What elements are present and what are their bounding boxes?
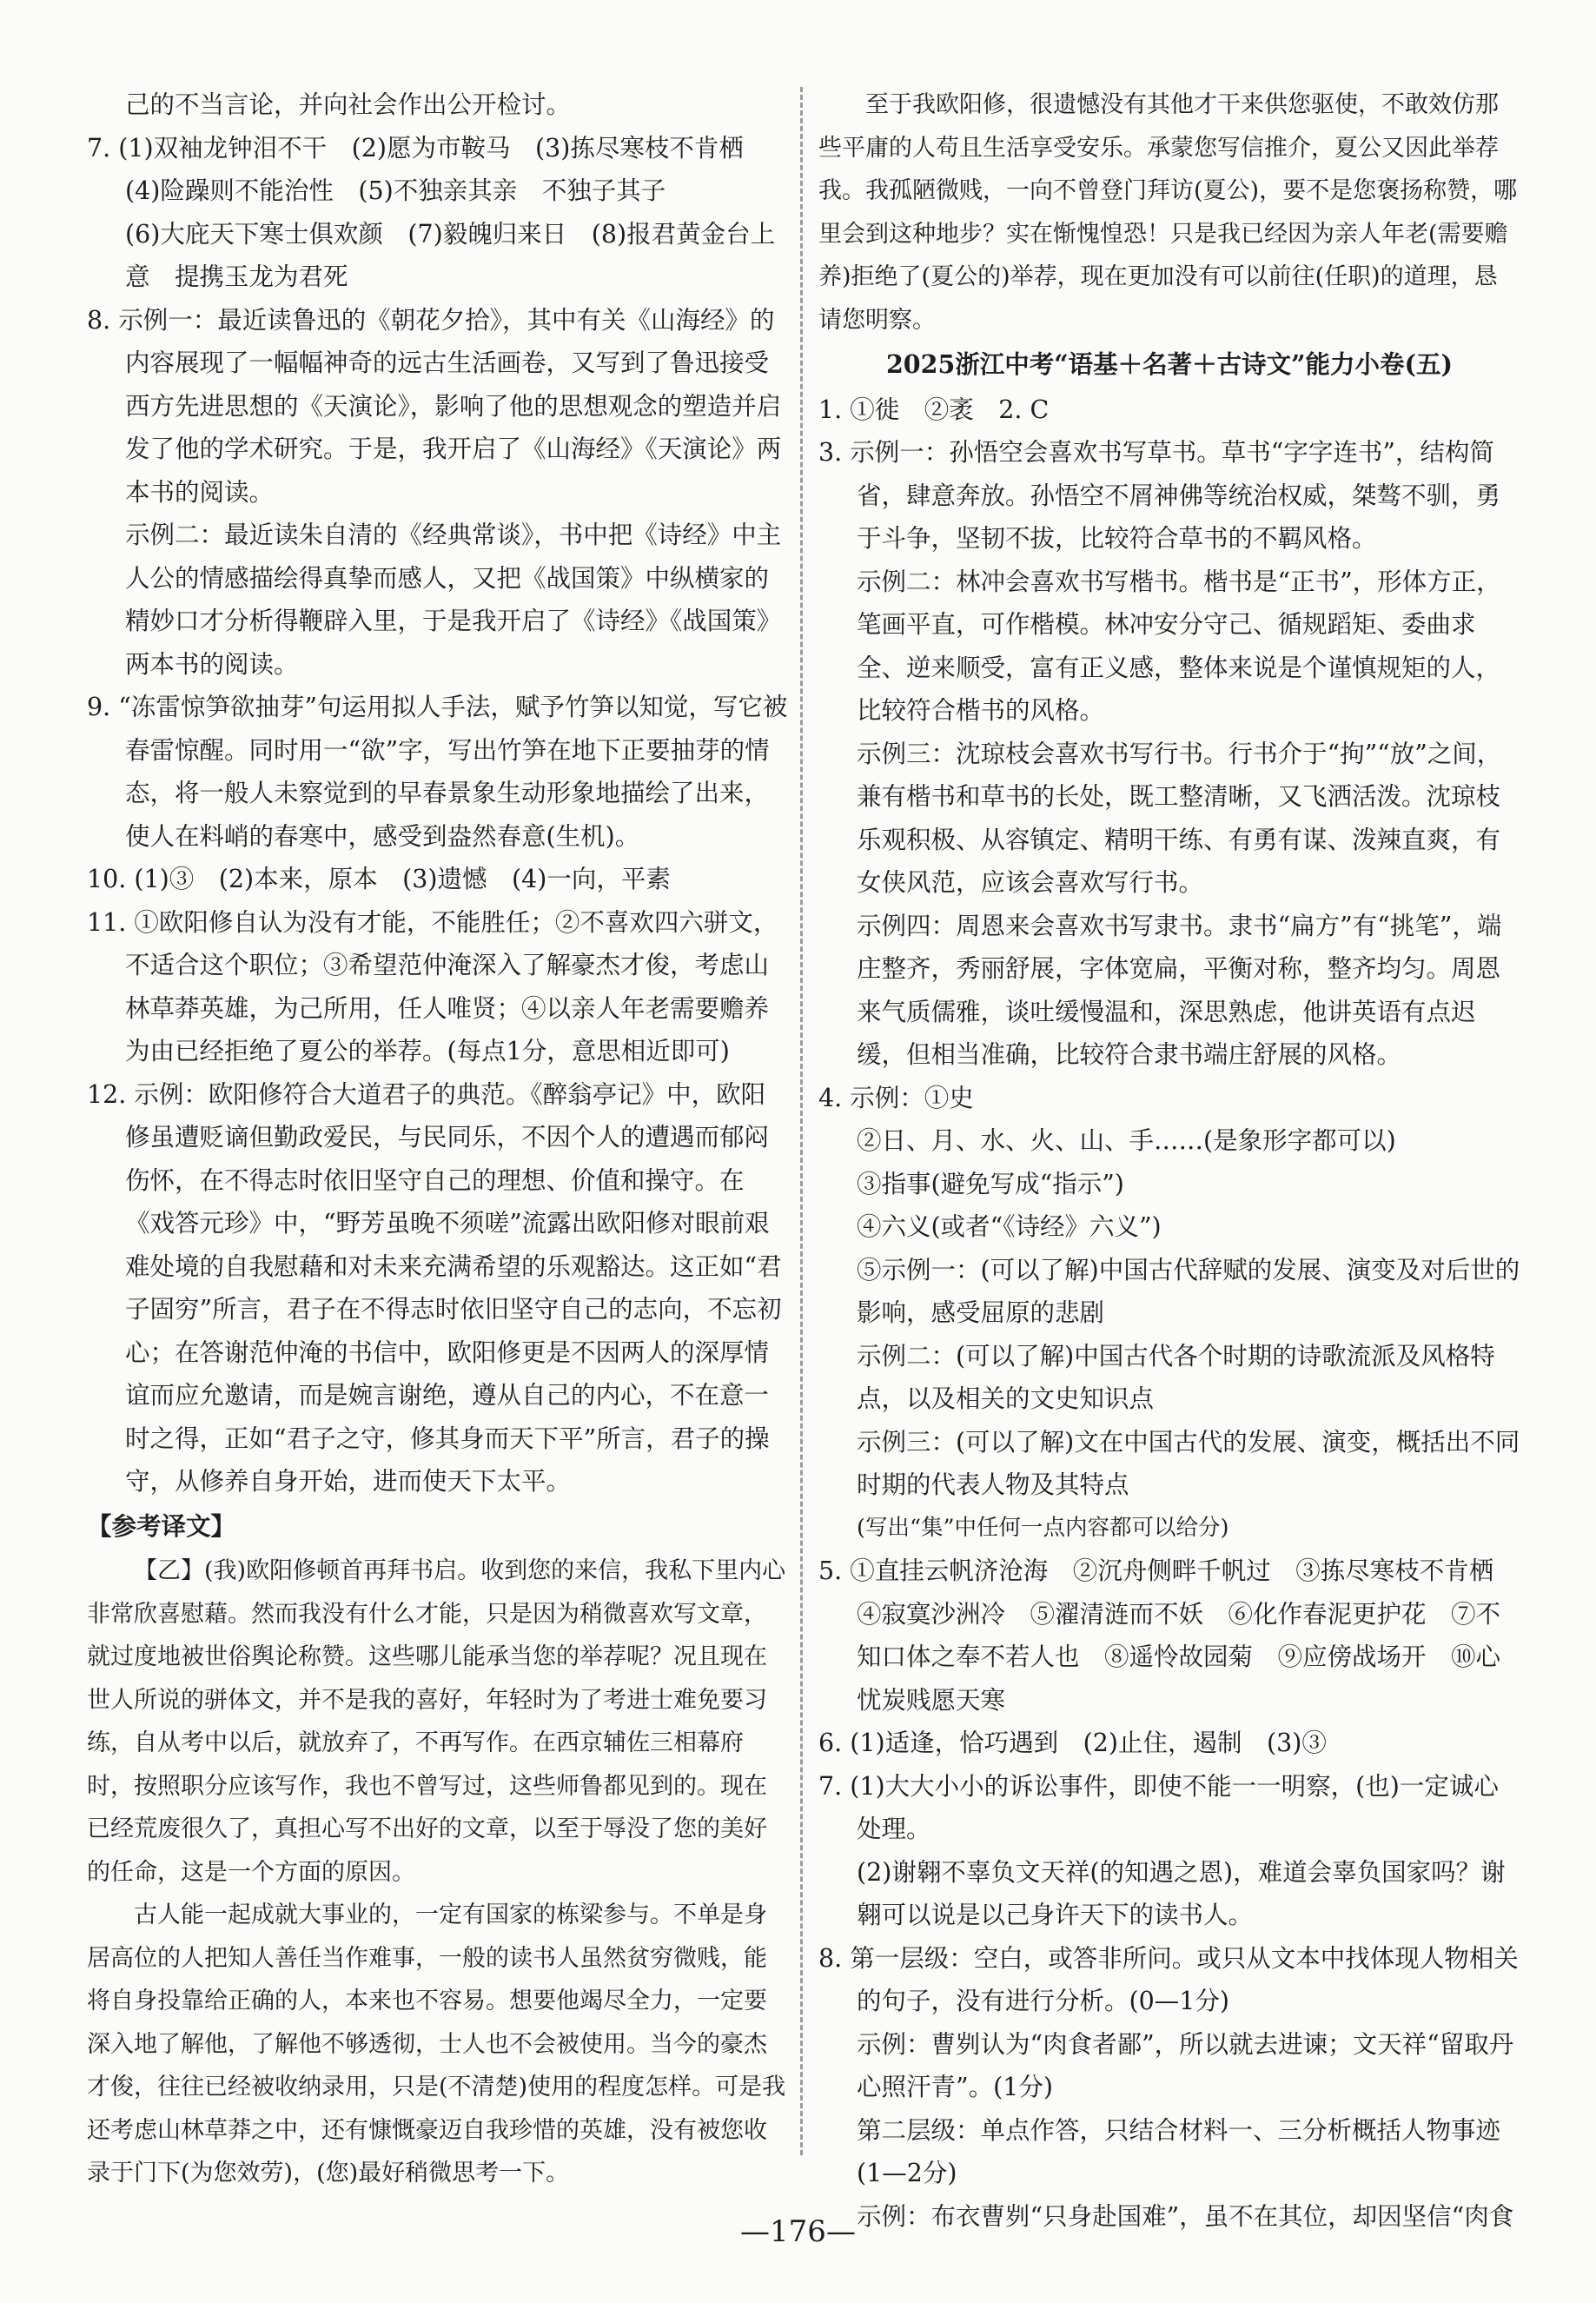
- left-column: [87, 83, 789, 2195]
- q7-part-2: (2)谢翱不辜负文天祥(的知遇之恩)，难道会辜负国家吗？谢翱可以说是以己身许天下的读书人。: [857, 1857, 1506, 1929]
- q8-example-2: 示例二：最近读朱自清的《经典常谈》，书中把《诗经》中主人公的情感描绘得真挚而感人，又把《战国策》中纵横家的精妙口才分析得鞭辟入里，于是我开启了《诗经》《战国策》两本书的阅读。: [125, 521, 782, 679]
- q10-answer: 10. (1)③ (2)本来，原本 (3)遗憾 (4)一向，平素: [87, 865, 671, 893]
- q4-line-1: 4. 示例：①史: [818, 1083, 974, 1112]
- q4-line-3: ③指事(避免写成“指示”): [857, 1169, 1124, 1198]
- q3-example-3: 示例三：沈琼枝会喜欢书写行书。行书介于“拘”“放”之间，兼有楷书和草书的长处，既工整清晰，又飞洒活泼。沈琼枝乐观积极、从容镇定、精明干练、有勇有谋、泼辣直爽，有女侠风范，应该会喜欢写行书。: [857, 739, 1502, 897]
- q8-level-1-example: 示例：曹刿认为“肉食者鄙”，所以就去进谏；文天祥“留取丹心照汗青”。(1分): [857, 2029, 1514, 2101]
- reference-translation-heading: 【参考译文】: [87, 1510, 236, 1541]
- column-divider: [800, 87, 803, 2155]
- q4-line-5: ⑤示例一：(可以了解)中国古代辞赋的发展、演变及对后世的影响，感受屈原的悲剧: [857, 1255, 1520, 1327]
- translation-paragraph-2: 古人能一起成就大事业的，一定有国家的栋梁参与。不单是身居高位的人把知人善任当作难事，一般的读书人虽然贫穷微贱，能将自身投靠给正确的人，本来也不容易。想要他竭尽全力，一定要深入地了解他，了解他不够透彻，士人也不会被使用。当今的豪杰才俊，往往已经被收纳录用，只是(不清楚)使用的程度怎样。可是我还考虑山林草莽之中，还有慷慨豪迈自我珍惜的英雄，没有被您收录于门下(为您效劳)，(您)最好稍微思考一下。: [87, 1901, 786, 2187]
- q11-answer: 11. ①欧阳修自认为没有才能，不能胜任；②不喜欢四六骈文，不适合这个职位；③希望范仲淹深入了解豪杰才俊，考虑山林草莽英雄，为己所用，任人唯贤；④以亲人年老需要赡养为由已经拒绝了夏公的举荐。(每点1分，意思相近即可): [87, 907, 778, 1065]
- q7-line-2: (4)险躁则不能治性 (5)不独亲其亲 不独子其子: [125, 176, 666, 205]
- q8-level-2-example: 示例：布衣曹刿“只身赴国难”，虽不在其位，却因坚信“肉食: [857, 2201, 1514, 2231]
- translation-paragraph-1: 【乙】(我)欧阳修顿首再拜书启。收到您的来信，我私下里内心非常欣喜慰藉。然而我没有什么才能，只是因为稍微喜欢写文章，就过度地被世俗舆论称赞。这些哪儿能承当您的举荐呢？况且现在世人所说的骈体文，并不是我的喜好，年轻时为了考进士难免要习练，自从考中以后，就放弃了，不再写作。在西京辅佐三相幕府时，按照职分应该写作，我也不曾写过，这些师鲁都见到的。现在已经荒废很久了，真担心写不出好的文章，以至于辱没了您的美好的任命，这是一个方面的原因。: [87, 1557, 786, 1886]
- q3-example-4: 示例四：周恩来会喜欢书写隶书。隶书“扁方”有“挑笔”，端庄整齐，秀丽舒展，字体宽扁，平衡对称，整齐均匀。周恩来气质儒雅，谈吐缓慢温和，深思熟虑，他讲英语有点迟缓，但相当准确，比较符合隶书端庄舒展的风格。: [857, 911, 1502, 1069]
- q3-example-1: 3. 示例一：孙悟空会喜欢书写草书。草书“字字连书”，结构简省，肆意奔放。孙悟空不屑神佛等统治权威，桀骜不驯，勇于斗争，坚韧不拔，比较符合草书的不羁风格。: [818, 438, 1501, 553]
- q7-part-1: 7. (1)大大小小的诉讼事件，即使不能一一明察，(也)一定诚心处理。: [818, 1771, 1499, 1843]
- q8-example-1: 8. 示例一：最近读鲁迅的《朝花夕拾》，其中有关《山海经》的内容展现了一幅幅神奇的远古生活画卷，又写到了鲁迅接受西方先进思想的《天演论》，影响了他的思想观念的塑造并启发了他的学术研究。于是，我开启了《山海经》《天演论》两本书的阅读。: [87, 305, 782, 507]
- q9-answer: 9. “冻雷惊笋欲抽芽”句运用拟人手法，赋予竹笋以知觉，写它被春雷惊醒。同时用一“欲”字，写出竹笋在地下正要抽芽的情态，将一般人未察觉到的早春景象生动形象地描绘了出来，使人在料峭的春寒中，感受到盎然春意(生机)。: [87, 693, 788, 851]
- q1-2-answer: 1. ①徙 ②袤 2. C: [818, 395, 1050, 424]
- right-column: [818, 83, 1520, 2238]
- page-number: —176—: [740, 2214, 856, 2249]
- q5-answer: 5. ①直挂云帆济沧海 ②沉舟侧畔千帆过 ③拣尽寒枝不肯栖 ④寂寞沙洲冷 ⑤濯清涟而不妖 ⑥化作春泥更护花 ⑦不知口体之奉不若人也 ⑧遥怜故园菊 ⑨应傍战场开 ⑩心忧炭贱愿天寒: [818, 1556, 1519, 1715]
- q4-line-4: ④六义(或者“《诗经》六义”): [857, 1212, 1162, 1241]
- translation-paragraph-3: 至于我欧阳修，很遗憾没有其他才干来供您驱使，不敢效仿那些平庸的人苟且生活享受安乐。承蒙您写信推介，夏公又因此举荐我。我孤陋微贱，一向不曾登门拜访(夏公)，要不是您褒扬称赞，哪里会到这种地步？实在惭愧惶恐！只是我已经因为亲人年老(需要赡养)拒绝了(夏公的)举荐，现在更加没有可以前往(任职)的道理，恳请您明察。: [818, 91, 1518, 334]
- q8-level-1: 8. 第一层级：空白，或答非所问。或只从文本中找体现人物相关的句子，没有进行分析。(0—1分): [818, 1943, 1519, 2015]
- q7-line-1: 7. (1)双袖龙钟泪不干 (2)愿为市鞍马 (3)拣尽寒枝不肯栖: [87, 133, 744, 163]
- q6-tail: 己的不当言论，并向社会作出公开检讨。: [125, 90, 572, 119]
- q8-level-2: 第二层级：单点作答，只结合材料一、三分析概括人物事迹(1—2分): [857, 2115, 1501, 2187]
- section-title: 2025浙江中考“语基＋名著＋古诗文”能力小卷(五): [885, 349, 1454, 379]
- q4-line-6: 示例二：(可以了解)中国古代各个时期的诗歌流派及风格特点，以及相关的文史知识点: [857, 1341, 1495, 1413]
- q7-line-3: (6)大庇天下寒士俱欢颜 (7)毅魄归来日 (8)报君黄金台上意 提携玉龙为君死: [125, 219, 776, 291]
- q3-example-2: 示例二：林冲会喜欢书写楷书。楷书是“正书”，形体方正，笔画平直，可作楷模。林冲安分守己、循规蹈矩、委曲求全、逆来顺受，富有正义感，整体来说是个谨慎规矩的人，比较符合楷书的风格。: [857, 567, 1501, 725]
- q6-answer: 6. (1)适逢，恰巧遇到 (2)止住，遏制 (3)③: [818, 1729, 1327, 1757]
- q12-answer: 12. 示例：欧阳修符合大道君子的典范。《醉翁亭记》中，欧阳修虽遭贬谪但勤政爱民，与民同乐，不因个人的遭遇而郁闷伤怀，在不得志时依旧坚守自己的理想、价值和操守。在《戏答元珍》中，“野芳虽晚不须嗟”流露出欧阳修对眼前艰难处境的自我慰藉和对未来充满希望的乐观豁达。这正如“君子固穷”所言，君子在不得志时依旧坚守自己的志向，不忘初心；在答谢范仲淹的书信中，欧阳修更是不因两人的深厚情谊而应允邀请，而是婉言谢绝，遵从自己的内心，不在意一时之得，正如“君子之守，修其身而天下平”所言，君子的操守，从修养自身开始，进而使天下太平。: [87, 1079, 782, 1496]
- q4-line-7: 示例三：(可以了解)文在中国古代的发展、演变，概括出不同时期的代表人物及其特点: [857, 1427, 1520, 1499]
- q4-scoring-note: (写出“集”中任何一点内容都可以给分): [857, 1514, 1229, 1541]
- q4-line-2: ②日、月、水、火、山、手……(是象形字都可以): [857, 1126, 1396, 1155]
